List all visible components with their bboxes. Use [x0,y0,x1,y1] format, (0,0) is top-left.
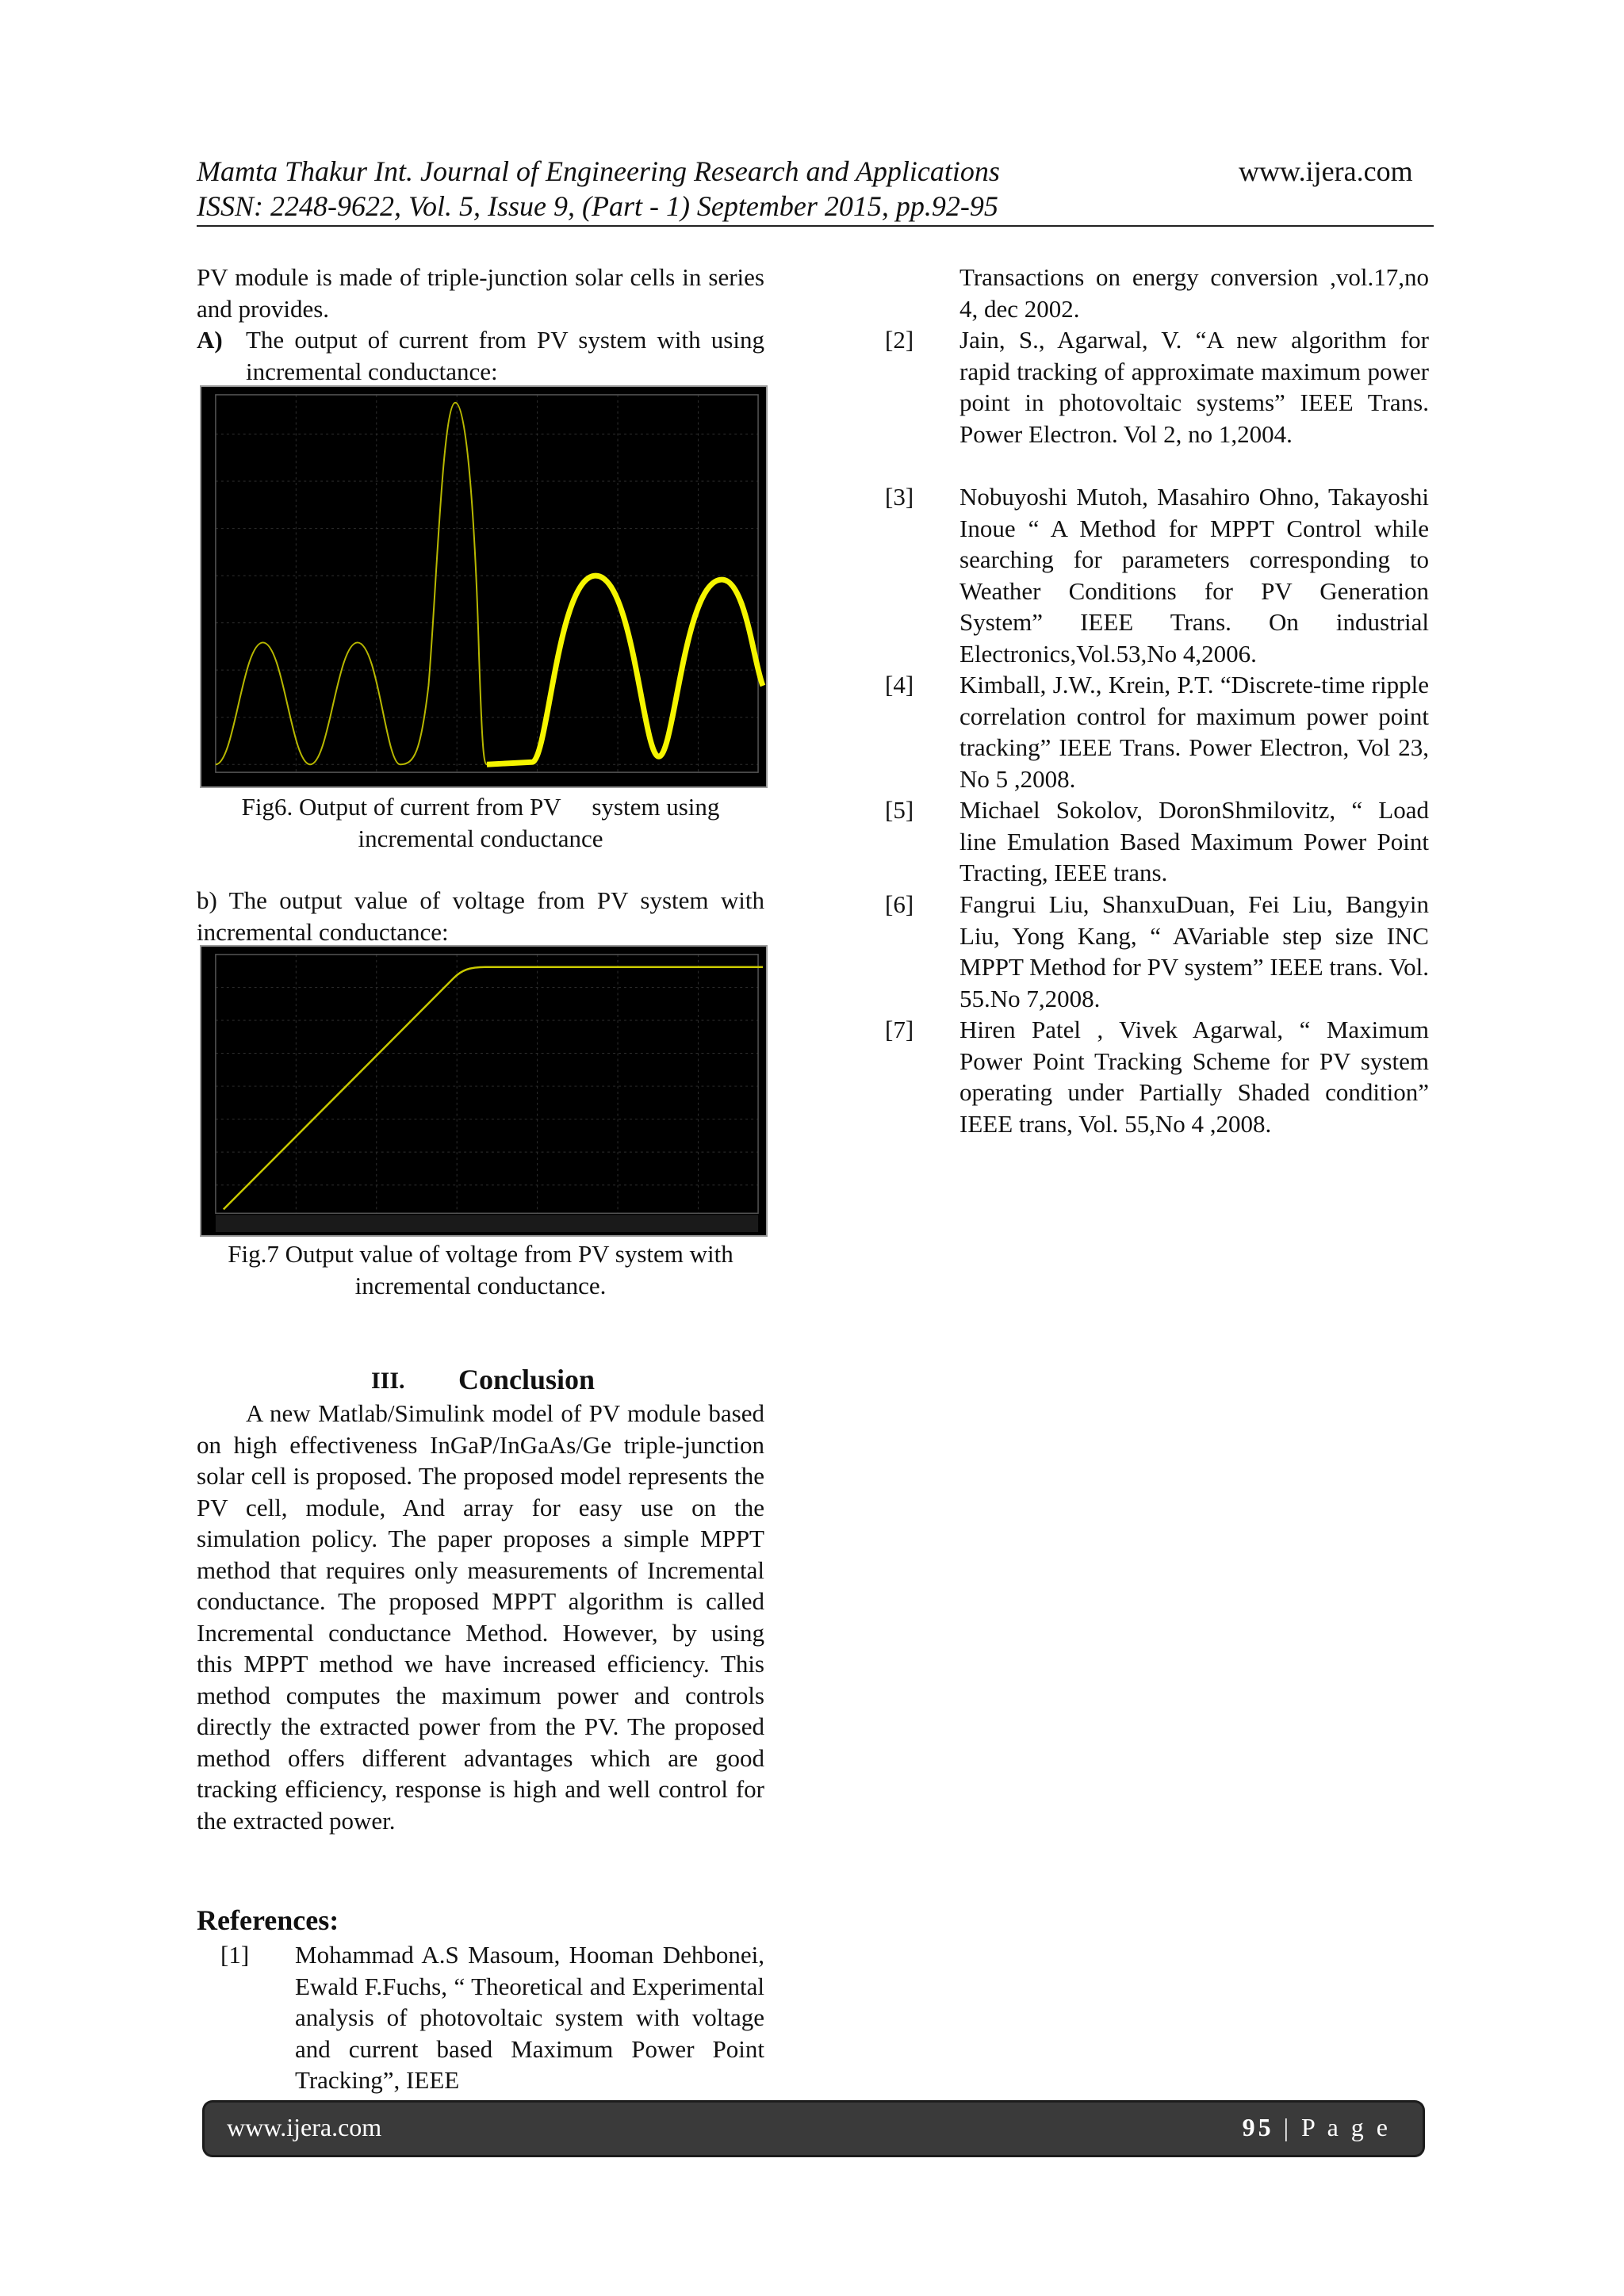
ref1-continued: Transactions on energy conversion ,vol.17,no 4, dec 2002. [959,263,1429,323]
item-b-text: b) The output value of voltage from PV system with incremental conductance: [197,886,764,946]
fig7-caption-line2: incremental conductance. [354,1272,607,1299]
fig6-svg [201,387,766,786]
fig6-grid [216,395,758,772]
footer-website: www.ijera.com [227,2113,382,2141]
fig7-scope-plot [200,945,768,1237]
header-rule [197,225,1434,227]
fig6-caption-line1: Fig6. Output of current from PV system using [241,793,720,821]
section-title: Conclusion [458,1364,596,1395]
page-label: | P a g e [1274,2113,1391,2141]
fig6-frame [216,395,758,772]
ref6-text: Fangrui Liu, ShanxuDuan, Fei Liu, Bangyin Liu, Yong Kang, “ AVariable step size INC MPPT Method for PV system” IEEE trans. Vol. 55.No 7,2008. [959,890,1429,1012]
ref5-text: Michael Sokolov, DoronShmilovitz, “ Load line Emulation Based Maximum Power Point Tracting, IEEE trans. [959,796,1429,886]
page-number: 95 [1242,2113,1274,2141]
item-a-text: The output of current from PV system with using incremental conductance: [246,326,764,385]
fig6-caption-line2: incremental conductance [358,825,603,852]
item-a-label: A) [197,326,223,354]
fig7-caption-line1: Fig.7 Output value of voltage from PV system with [228,1240,733,1268]
fig6-trace-dim [216,403,487,764]
intro-paragraph: PV module is made of triple-junction solar cells in series and provides. [197,263,764,323]
section-number: III. [371,1368,405,1394]
fig7-grid [216,955,758,1213]
fig7-frame [216,955,758,1213]
ref3-text: Nobuyoshi Mutoh, Masahiro Ohno, Takayoshi Inoue “ A Method for MPPT Control while searching for parameters corresponding to Weather Conditions for PV Generation System” IEEE Trans. On industrial Electronics,Vol.53,No 4,2006. [959,483,1429,668]
journal-header-line1: Mamta Thakur Int. Journal of Engineering Research and Applications [197,155,1000,187]
ref4-text: Kimball, J.W., Krein, P.T. “Discrete-time ripple correlation control for maximum power point tracking” IEEE Trans. Power Electron, Vol 23, No 5 ,2008. [959,671,1429,793]
ref1-number: [1] [220,1941,250,1969]
footer-page-indicator [1243,2113,1391,2142]
journal-website: www.ijera.com [1239,155,1413,187]
ref3-number: [3] [885,483,914,511]
ref4-number: [4] [885,671,914,698]
ref2-number: [2] [885,326,914,354]
fig7-trace [224,967,763,1210]
ref6-number: [6] [885,890,914,918]
fig7-bottom-strip [216,1215,758,1232]
conclusion-paragraph: A new Matlab/Simulink model of PV module based on high effectiveness InGaP/InGaAs/Ge triple-junction solar cell is proposed. The proposed model represents the PV cell, module, And array for easy use on the simulation policy. The paper proposes a simple MPPT method that requires only measurements of Incremental conductance. The proposed MPPT algorithm is called Incremental conductance Method. However, by using this MPPT method we have increased efficiency. This method computes the maximum power and controls directly the extracted power from the PV. The proposed method offers different advantages which are good tracking efficiency, response is high and well control for the extracted power. [197,1399,764,1835]
ref1-text: Mohammad A.S Masoum, Hooman Dehbonei, Ewald F.Fuchs, “ Theoretical and Experimental analysis of photovoltaic system with voltage and current based Maximum Power Point Tracking”, IEEE [295,1941,764,2094]
fig7-svg [201,947,766,1235]
references-title: References: [197,1904,339,1936]
ref7-number: [7] [885,1016,914,1043]
ref5-number: [5] [885,796,914,824]
ref7-text: Hiren Patel , Vivek Agarwal, “ Maximum Power Point Tracking Scheme for PV system operating under Partially Shaded condition” IEEE trans, Vol. 55,No 4 ,2008. [959,1016,1429,1138]
fig6-scope-plot [200,385,768,788]
journal-header-line2: ISSN: 2248-9622, Vol. 5, Issue 9, (Part - 1) September 2015, pp.92-95 [197,190,998,222]
page-footer [205,2103,1423,2155]
ref2-text: Jain, S., Agarwal, V. “A new algorithm for rapid tracking of approximate maximum power point in photovoltaic systems” IEEE Trans. Power Electron. Vol 2, no 1,2004. [959,326,1429,448]
